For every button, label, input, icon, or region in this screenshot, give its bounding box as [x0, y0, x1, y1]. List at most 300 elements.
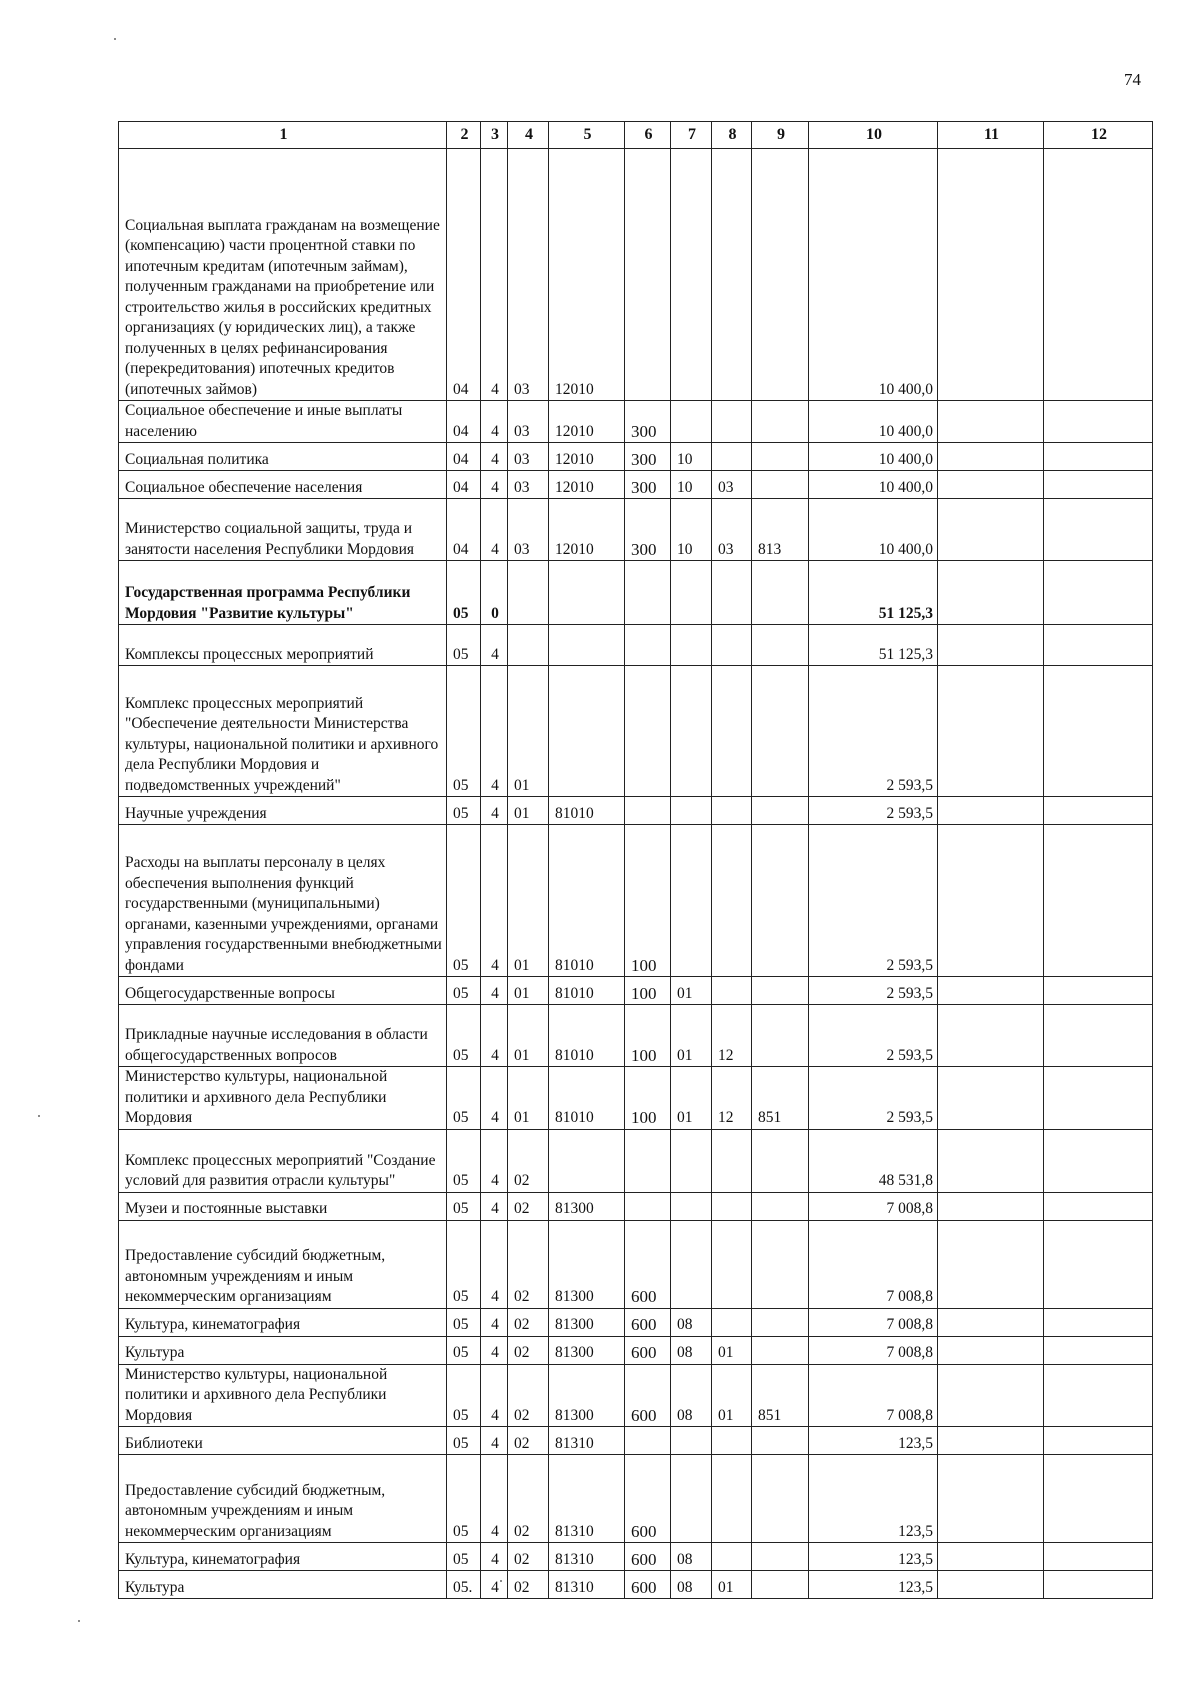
code-cell-c3: 4: [481, 1543, 508, 1571]
code-cell-c6: 300: [625, 499, 671, 561]
code-cell-c5: 81300: [549, 1192, 625, 1220]
row-name-cell: Комплекс процессных мероприятий "Обеспечение деятельности Министерства культуры, национальной политики и архивного дела Республики Мордовия и подведомственных учреждений": [119, 666, 447, 797]
code-cell-c5: 81300: [549, 1336, 625, 1364]
empty-cell-11: [938, 1364, 1044, 1427]
code-cell-c7: 08: [671, 1308, 712, 1336]
empty-cell-12: [1044, 401, 1153, 443]
row-name-cell: Министерство культуры, национальной политики и архивного дела Республики Мордовия: [119, 1067, 447, 1130]
code-cell-c6: 600: [625, 1308, 671, 1336]
code-cell-c3: 4: [481, 1067, 508, 1130]
empty-cell-11: [938, 1192, 1044, 1220]
empty-cell-12: [1044, 1192, 1153, 1220]
code-cell-c6: 100: [625, 977, 671, 1005]
code-cell-c4: 01: [508, 666, 549, 797]
code-cell-c10: 7 008,8: [809, 1308, 938, 1336]
code-cell-c10: 123,5: [809, 1571, 938, 1599]
code-cell-c2: 05: [447, 1455, 481, 1543]
code-cell-c2: 05: [447, 1067, 481, 1130]
code-cell-c6: [625, 1427, 671, 1455]
empty-cell-11: [938, 471, 1044, 499]
table-row: [119, 149, 1153, 401]
code-cell-c8: [712, 977, 752, 1005]
code-cell-c3: 4: [481, 471, 508, 499]
table-row: [119, 1543, 1153, 1571]
code-cell-c7: [671, 149, 712, 401]
code-cell-c7: 01: [671, 1067, 712, 1130]
code-cell-c5: 81010: [549, 1067, 625, 1130]
code-cell-c5: 81300: [549, 1220, 625, 1308]
code-cell-c4: 03: [508, 499, 549, 561]
code-cell-c8: [712, 149, 752, 401]
code-cell-c8: [712, 666, 752, 797]
code-cell-c4: 01: [508, 825, 549, 977]
code-cell-c8: 01: [712, 1571, 752, 1599]
code-cell-c4: 03: [508, 471, 549, 499]
code-cell-c8: [712, 401, 752, 443]
code-cell-c2: 05: [447, 666, 481, 797]
code-cell-c9: [752, 1571, 809, 1599]
empty-cell-12: [1044, 149, 1153, 401]
empty-cell-11: [938, 1571, 1044, 1599]
table-row: [119, 977, 1153, 1005]
empty-cell-11: [938, 825, 1044, 977]
code-cell-c5: 12010: [549, 149, 625, 401]
code-cell-c6: 100: [625, 1005, 671, 1067]
code-cell-c2: 05: [447, 1364, 481, 1427]
code-cell-c7: [671, 401, 712, 443]
code-cell-c2: 05: [447, 1336, 481, 1364]
empty-cell-12: [1044, 1308, 1153, 1336]
empty-cell-12: [1044, 1543, 1153, 1571]
code-cell-c9: [752, 1543, 809, 1571]
code-cell-c4: 03: [508, 401, 549, 443]
scan-speck: [38, 1115, 40, 1117]
row-name-cell: Расходы на выплаты персоналу в целях обеспечения выполнения функций государственными (муниципальными) органами, казенными учреждениями, органами управления государственными внебюджетными фондами: [119, 825, 447, 977]
code-cell-c8: 12: [712, 1067, 752, 1130]
table-row: [119, 499, 1153, 561]
table-row: [119, 1192, 1153, 1220]
empty-cell-12: [1044, 561, 1153, 625]
code-cell-c4: 02: [508, 1543, 549, 1571]
code-cell-c4: 01: [508, 977, 549, 1005]
empty-cell-11: [938, 1336, 1044, 1364]
code-cell-c7: 08: [671, 1364, 712, 1427]
code-cell-c2: 05.: [447, 1571, 481, 1599]
code-cell-c5: 81300: [549, 1308, 625, 1336]
code-cell-c9: [752, 1455, 809, 1543]
code-cell-c8: [712, 1543, 752, 1571]
row-name-cell: Социальная выплата гражданам на возмещение (компенсацию) части процентной ставки по ипотечным кредитам (ипотечным займам), полученным гражданами на приобретение или строительство жилья в российских кредитных организациях (у юридических лиц), а также полученных в целях рефинансирования (перекредитования) ипотечных кредитов (ипотечных займов): [119, 149, 447, 401]
scan-speck: [500, 1580, 502, 1582]
code-cell-c5: 81010: [549, 797, 625, 825]
code-cell-c3: 4: [481, 825, 508, 977]
empty-cell-12: [1044, 1571, 1153, 1599]
code-cell-c2: 05: [447, 1308, 481, 1336]
code-cell-c9: [752, 1336, 809, 1364]
code-cell-c10: 10 400,0: [809, 499, 938, 561]
row-name-cell: Комплексы процессных мероприятий: [119, 625, 447, 666]
row-name-cell: Министерство социальной защиты, труда и занятости населения Республики Мордовия: [119, 499, 447, 561]
code-cell-c8: [712, 1455, 752, 1543]
code-cell-c7: [671, 1455, 712, 1543]
code-cell-c9: 851: [752, 1067, 809, 1130]
code-cell-c9: 813: [752, 499, 809, 561]
code-cell-c4: 02: [508, 1364, 549, 1427]
code-cell-c9: [752, 1192, 809, 1220]
code-cell-c6: [625, 666, 671, 797]
code-cell-c3: 4: [481, 1336, 508, 1364]
code-cell-c8: [712, 1427, 752, 1455]
code-cell-c3: 4: [481, 666, 508, 797]
code-cell-c2: 04: [447, 471, 481, 499]
code-cell-c7: 08: [671, 1336, 712, 1364]
code-cell-c9: [752, 443, 809, 471]
header-row: [119, 122, 1153, 149]
code-cell-c4: 02: [508, 1571, 549, 1599]
empty-cell-11: [938, 1129, 1044, 1192]
code-cell-c3: 4: [481, 401, 508, 443]
empty-cell-12: [1044, 443, 1153, 471]
code-cell-c8: [712, 1129, 752, 1192]
row-name-cell: Государственная программа Республики Мордовия "Развитие культуры": [119, 561, 447, 625]
code-cell-c6: [625, 625, 671, 666]
code-cell-c7: 10: [671, 443, 712, 471]
code-cell-c9: [752, 797, 809, 825]
code-cell-c6: 100: [625, 825, 671, 977]
table-row: [119, 1336, 1153, 1364]
code-cell-c7: 01: [671, 1005, 712, 1067]
code-cell-c2: 05: [447, 1005, 481, 1067]
row-name-cell: Предоставление субсидий бюджетным, автономным учреждениям и иным некоммерческим организациям: [119, 1220, 447, 1308]
row-name-cell: Библиотеки: [119, 1427, 447, 1455]
empty-cell-12: [1044, 797, 1153, 825]
code-cell-c2: 05: [447, 1192, 481, 1220]
code-cell-c4: 01: [508, 1067, 549, 1130]
table-row: [119, 561, 1153, 625]
code-cell-c3: 4: [481, 977, 508, 1005]
empty-cell-11: [938, 149, 1044, 401]
table-row: [119, 1067, 1153, 1130]
row-name-cell: Социальная политика: [119, 443, 447, 471]
table-row: [119, 1571, 1153, 1599]
empty-cell-12: [1044, 1129, 1153, 1192]
col-header: 12: [1044, 122, 1153, 149]
code-cell-c4: 02: [508, 1192, 549, 1220]
code-cell-c2: 05: [447, 1427, 481, 1455]
col-header: 9: [752, 122, 809, 149]
code-cell-c9: [752, 149, 809, 401]
code-cell-c5: [549, 1129, 625, 1192]
code-cell-c5: [549, 625, 625, 666]
code-cell-c9: [752, 1005, 809, 1067]
table-row: [119, 797, 1153, 825]
empty-cell-12: [1044, 977, 1153, 1005]
table-row: [119, 1455, 1153, 1543]
code-cell-c2: 05: [447, 977, 481, 1005]
code-cell-c9: [752, 1220, 809, 1308]
empty-cell-12: [1044, 499, 1153, 561]
col-header: 11: [938, 122, 1044, 149]
code-cell-c8: 01: [712, 1336, 752, 1364]
code-cell-c7: 08: [671, 1571, 712, 1599]
code-cell-c4: 02: [508, 1336, 549, 1364]
code-cell-c10: 10 400,0: [809, 471, 938, 499]
empty-cell-12: [1044, 1336, 1153, 1364]
page-number: 74: [1124, 70, 1141, 89]
code-cell-c5: 81310: [549, 1427, 625, 1455]
code-cell-c2: 05: [447, 797, 481, 825]
code-cell-c6: 600: [625, 1571, 671, 1599]
code-cell-c7: 10: [671, 499, 712, 561]
code-cell-c9: [752, 666, 809, 797]
table-row: [119, 1005, 1153, 1067]
code-cell-c10: 123,5: [809, 1427, 938, 1455]
code-cell-c7: 08: [671, 1543, 712, 1571]
code-cell-c4: [508, 625, 549, 666]
code-cell-c5: 81310: [549, 1571, 625, 1599]
table-row: [119, 401, 1153, 443]
row-name-cell: Культура, кинематография: [119, 1308, 447, 1336]
col-header: 8: [712, 122, 752, 149]
row-name-cell: Культура: [119, 1336, 447, 1364]
code-cell-c7: [671, 625, 712, 666]
code-cell-c6: 100: [625, 1067, 671, 1130]
code-cell-c10: 51 125,3: [809, 625, 938, 666]
scan-speck: [78, 1620, 80, 1622]
empty-cell-12: [1044, 1005, 1153, 1067]
code-cell-c5: 81010: [549, 977, 625, 1005]
code-cell-c9: [752, 1129, 809, 1192]
row-name-cell: Предоставление субсидий бюджетным, автономным учреждениям и иным некоммерческим организациям: [119, 1455, 447, 1543]
code-cell-c6: [625, 1129, 671, 1192]
code-cell-c4: 02: [508, 1427, 549, 1455]
code-cell-c2: 04: [447, 499, 481, 561]
code-cell-c7: [671, 797, 712, 825]
code-cell-c7: 01: [671, 977, 712, 1005]
code-cell-c3: 4: [481, 1571, 508, 1599]
code-cell-c6: [625, 797, 671, 825]
code-cell-c8: 01: [712, 1364, 752, 1427]
code-cell-c9: [752, 977, 809, 1005]
code-cell-c9: [752, 825, 809, 977]
code-cell-c10: 2 593,5: [809, 1067, 938, 1130]
table-row: [119, 471, 1153, 499]
empty-cell-12: [1044, 1067, 1153, 1130]
empty-cell-11: [938, 1543, 1044, 1571]
code-cell-c9: [752, 1427, 809, 1455]
table-body: [119, 149, 1153, 1599]
row-name-cell: Научные учреждения: [119, 797, 447, 825]
code-cell-c4: 02: [508, 1220, 549, 1308]
code-cell-c5: [549, 666, 625, 797]
empty-cell-11: [938, 1220, 1044, 1308]
code-cell-c2: 05: [447, 825, 481, 977]
code-cell-c8: [712, 443, 752, 471]
empty-cell-11: [938, 443, 1044, 471]
table-row: [119, 443, 1153, 471]
empty-cell-11: [938, 666, 1044, 797]
code-cell-c7: [671, 825, 712, 977]
code-cell-c10: 123,5: [809, 1455, 938, 1543]
row-name-cell: Социальное обеспечение населения: [119, 471, 447, 499]
code-cell-c7: 10: [671, 471, 712, 499]
code-cell-c3: 4: [481, 499, 508, 561]
empty-cell-12: [1044, 625, 1153, 666]
code-cell-c2: 04: [447, 149, 481, 401]
code-cell-c3: 0: [481, 561, 508, 625]
code-cell-c5: 81010: [549, 1005, 625, 1067]
code-cell-c8: [712, 1192, 752, 1220]
col-header: 5: [549, 122, 625, 149]
col-header: 10: [809, 122, 938, 149]
row-name-cell: Культура: [119, 1571, 447, 1599]
table-row: [119, 1129, 1153, 1192]
code-cell-c9: [752, 625, 809, 666]
code-cell-c6: 300: [625, 471, 671, 499]
code-cell-c7: [671, 561, 712, 625]
empty-cell-11: [938, 561, 1044, 625]
code-cell-c4: 01: [508, 797, 549, 825]
code-cell-c3: 4: [481, 1129, 508, 1192]
empty-cell-11: [938, 977, 1044, 1005]
code-cell-c6: [625, 1192, 671, 1220]
code-cell-c7: [671, 1192, 712, 1220]
code-cell-c3: 4: [481, 1308, 508, 1336]
code-cell-c3: 4: [481, 1427, 508, 1455]
code-cell-c3: 4: [481, 797, 508, 825]
code-cell-c2: 05: [447, 1129, 481, 1192]
row-name-cell: Министерство культуры, национальной политики и архивного дела Республики Мордовия: [119, 1364, 447, 1427]
code-cell-c5: 81310: [549, 1455, 625, 1543]
empty-cell-11: [938, 499, 1044, 561]
empty-cell-12: [1044, 471, 1153, 499]
col-header: 4: [508, 122, 549, 149]
code-cell-c4: [508, 561, 549, 625]
code-cell-c4: 01: [508, 1005, 549, 1067]
row-name-cell: Прикладные научные исследования в области общегосударственных вопросов: [119, 1005, 447, 1067]
code-cell-c8: [712, 825, 752, 977]
code-cell-c9: 851: [752, 1364, 809, 1427]
code-cell-c8: [712, 797, 752, 825]
empty-cell-11: [938, 1308, 1044, 1336]
code-cell-c10: 10 400,0: [809, 149, 938, 401]
row-name-cell: Общегосударственные вопросы: [119, 977, 447, 1005]
code-cell-c9: [752, 401, 809, 443]
col-header: 1: [119, 122, 447, 149]
code-cell-c7: [671, 1129, 712, 1192]
code-cell-c3: 4: [481, 1192, 508, 1220]
code-cell-c10: 10 400,0: [809, 401, 938, 443]
table-row: [119, 1364, 1153, 1427]
code-cell-c10: 2 593,5: [809, 1005, 938, 1067]
code-cell-c10: 2 593,5: [809, 666, 938, 797]
empty-cell-12: [1044, 1220, 1153, 1308]
code-cell-c10: 7 008,8: [809, 1220, 938, 1308]
code-cell-c7: [671, 1220, 712, 1308]
table-row: [119, 1427, 1153, 1455]
table-row: [119, 625, 1153, 666]
code-cell-c6: 600: [625, 1455, 671, 1543]
code-cell-c3: 4: [481, 1364, 508, 1427]
code-cell-c10: 2 593,5: [809, 797, 938, 825]
code-cell-c2: 05: [447, 561, 481, 625]
empty-cell-11: [938, 1427, 1044, 1455]
row-name-cell: Социальное обеспечение и иные выплаты населению: [119, 401, 447, 443]
empty-cell-12: [1044, 1427, 1153, 1455]
code-cell-c5: 81010: [549, 825, 625, 977]
code-cell-c3: 4: [481, 149, 508, 401]
code-cell-c7: [671, 1427, 712, 1455]
code-cell-c6: 300: [625, 443, 671, 471]
code-cell-c3: 4: [481, 1220, 508, 1308]
code-cell-c10: 51 125,3: [809, 561, 938, 625]
code-cell-c4: 02: [508, 1455, 549, 1543]
code-cell-c8: [712, 561, 752, 625]
empty-cell-12: [1044, 1455, 1153, 1543]
code-cell-c3: 4: [481, 443, 508, 471]
code-cell-c7: [671, 666, 712, 797]
code-cell-c6: 600: [625, 1336, 671, 1364]
empty-cell-12: [1044, 1364, 1153, 1427]
code-cell-c5: 12010: [549, 471, 625, 499]
code-cell-c4: 03: [508, 443, 549, 471]
table-row: [119, 825, 1153, 977]
code-cell-c6: 600: [625, 1364, 671, 1427]
row-name-cell: Музеи и постоянные выставки: [119, 1192, 447, 1220]
code-cell-c5: [549, 561, 625, 625]
table-row: [119, 1220, 1153, 1308]
code-cell-c8: 03: [712, 471, 752, 499]
empty-cell-12: [1044, 666, 1153, 797]
code-cell-c9: [752, 561, 809, 625]
empty-cell-12: [1044, 825, 1153, 977]
code-cell-c4: 02: [508, 1129, 549, 1192]
col-header: 3: [481, 122, 508, 149]
code-cell-c4: 02: [508, 1308, 549, 1336]
empty-cell-11: [938, 625, 1044, 666]
code-cell-c10: 10 400,0: [809, 443, 938, 471]
code-cell-c3: 4: [481, 1455, 508, 1543]
code-cell-c3: 4: [481, 1005, 508, 1067]
code-cell-c8: 12: [712, 1005, 752, 1067]
empty-cell-11: [938, 1005, 1044, 1067]
table-row: [119, 1308, 1153, 1336]
code-cell-c9: [752, 471, 809, 499]
table-row: [119, 666, 1153, 797]
empty-cell-11: [938, 1067, 1044, 1130]
code-cell-c5: 12010: [549, 443, 625, 471]
code-cell-c2: 05: [447, 1543, 481, 1571]
code-cell-c6: 300: [625, 401, 671, 443]
scan-speck: [114, 38, 116, 40]
code-cell-c5: 12010: [549, 499, 625, 561]
code-cell-c4: 03: [508, 149, 549, 401]
code-cell-c2: 04: [447, 443, 481, 471]
code-cell-c6: 600: [625, 1543, 671, 1571]
code-cell-c8: [712, 625, 752, 666]
code-cell-c8: [712, 1220, 752, 1308]
code-cell-c10: 7 008,8: [809, 1192, 938, 1220]
code-cell-c10: 2 593,5: [809, 977, 938, 1005]
code-cell-c10: 7 008,8: [809, 1364, 938, 1427]
budget-table: [118, 121, 1153, 1599]
code-cell-c10: 48 531,8: [809, 1129, 938, 1192]
code-cell-c10: 2 593,5: [809, 825, 938, 977]
col-header: 7: [671, 122, 712, 149]
code-cell-c2: 05: [447, 1220, 481, 1308]
row-name-cell: Культура, кинематография: [119, 1543, 447, 1571]
empty-cell-11: [938, 797, 1044, 825]
